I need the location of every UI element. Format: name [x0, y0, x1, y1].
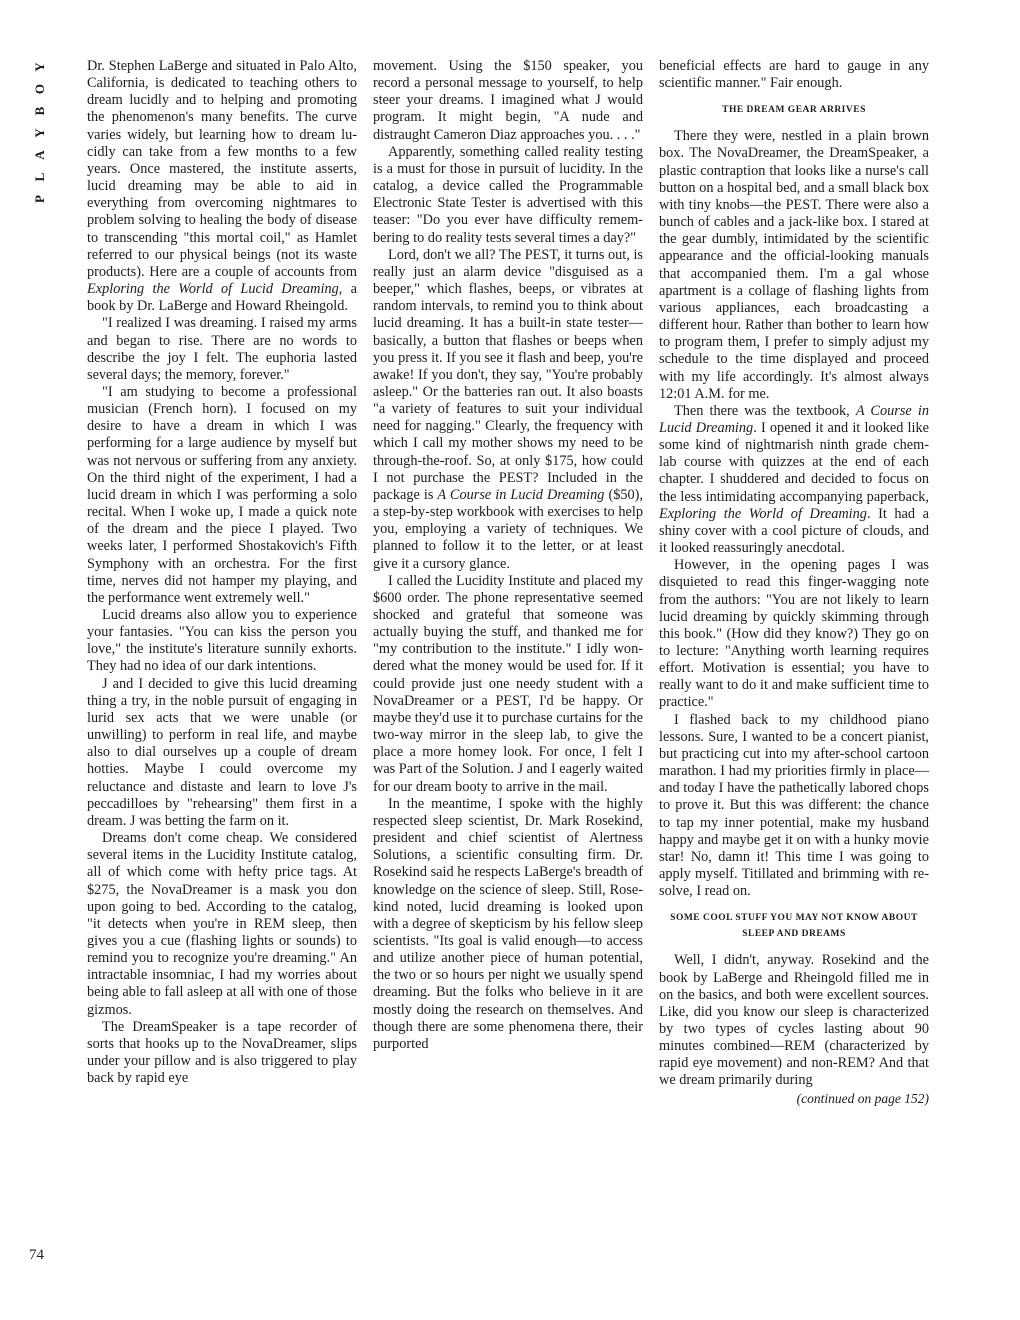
book-title: Exploring the World of Lucid Dreaming	[87, 281, 339, 298]
article-paragraph: Apparently, something called reality testing is a must for those in pursuit of lucidity. In the catalog, a device called the Programmable Electronic State Tester is advertised with this teaser: "Do you ever have difficulty remembering to do reality tests several times a day?"	[373, 143, 643, 246]
magazine-letter: Y	[32, 62, 47, 72]
article-paragraph	[659, 403, 929, 557]
magazine-letter: A	[32, 150, 47, 160]
article-paragraph	[373, 247, 643, 573]
paragraph-text: Then there was the textbook,	[674, 402, 856, 419]
continued-note: (continued on page 152)	[796, 1090, 929, 1106]
article-column-2	[373, 58, 643, 1283]
paragraph-text: , a book by Dr. LaBerge and Howard Rheingold.	[87, 281, 357, 315]
article-paragraph: The DreamSpeaker is a tape recorder of sorts that hooks up to the NovaDreamer, slips under your pillow and is also triggered to play back by rapid eye	[87, 1018, 357, 1087]
article-paragraph	[87, 58, 357, 315]
article-paragraph: Well, I didn't, anyway. Rosekind and the book by LaBerge and Rheingold filled me in on the basics, and both were excellent sources. Like, did you know our sleep is characterized by two types of cycles lasting about 90 minutes combined—REM (characterized by rapid eye movement) and non-REM? And that we dream primarily during	[659, 952, 929, 1089]
course-title: A Course in Lucid Dreaming	[437, 486, 605, 503]
paragraph-text: ($50), a step-by-step workbook with exercises to help you, employing a variety of techniques. We planned to follow it to the letter, or at least give it a cursory glance.	[373, 486, 643, 572]
page-number: 74	[29, 1247, 44, 1263]
book-title: Exploring the World of Dreaming	[659, 505, 867, 522]
section-subhead: THE DREAM GEAR ARRIVES	[722, 105, 866, 116]
paragraph-text: Lord, don't we all? The PEST, it turns out, is really just an alarm device "disguised as a beeper," which flashes, beeps, or vibrates at random intervals, to remind you to think about lucid dreaming. It has a built-in state tester—basically, a button that flashes or beeps when you press it. If you see it flash and beep, you're awake! If you don't, they say, "You're probably asleep." Or the batteries ran out. It also boasts "a variety of features to suit your individual need for nagging." Clearly, the frequency with which I call my mother shows my need to be through-the-roof. So, at only $175, how could I not purchase the PEST? Included in the package is	[373, 246, 643, 503]
article-paragraph: There they were, nestled in a plain brown box. The NovaDreamer, the DreamSpeaker, a plastic contraption that looks like a nurse's call button on a hospital bed, and a small black box with tiny knobs—the PEST. There were also a bunch of cables and a jack-like box. I stared at the gear dumbly, intimidated by the scientific appearance and the official-looking manuals that accompanied them. I'm a gal whose apartment is a collage of flashing lights from various appliances, each broadcasting a different hour. Rather than bother to learn how to program them, I prefer to simply adjust my schedule to the time displayed and proceed with my life accordingly. It's almost always 12:01 A.M. for me.	[659, 128, 929, 402]
article-paragraph: Dreams don't come cheap. We considered several items in the Lucidity Institute catalog, all of which come with hefty price tags. At $275, the NovaDreamer is a mask you don upon going to bed. According to the catalog, "it detects when you're in REM sleep, then gives you a cue (flashing lights or sounds) to remind you to recognize you're dreaming." An intractable insomniac, I had my worries about being able to fall asleep at all with one of those gizmos.	[87, 830, 357, 1018]
article-paragraph: beneficial effects are hard to gauge in any scientific manner." Fair enough.	[659, 58, 929, 92]
section-subhead: SOME COOL STUFF YOU MAY NOT KNOW ABOUT SLEEP AND DREAMS	[670, 913, 918, 940]
magazine-letter: O	[32, 83, 47, 95]
paragraph-text: Dr. Stephen LaBerge and situated in Palo Alto, California, is dedicated to teaching others to dream lucidly and to helping and promoting the phenomenon's many benefits. The curve varies widely, but learning how to dream lucidly can take from a few months to a few years. Once mastered, the institute asserts, lucid dreaming may be able to aid in everything from overcoming nightmares to problem solving to healing the body of disease to transcending "this mortal coil," as Hamlet referred to our physical beings (not its waste products). Here are a couple of accounts from	[87, 58, 357, 280]
magazine-letter: P	[32, 195, 47, 203]
article-paragraph: "I am studying to become a professional musician (French horn). I focused on my desire to have a dream in which I was performing for a large audience by myself but was not nervous or suffering from any anxiety. On the third night of the experiment, I had a lucid dream in which I was performing a solo recital. When I woke up, I made a quick note of the dream and the piece I played. Two weeks later, I performed Shostakovich's Fifth Symphony with an orchestra. For the first time, nerves did not hamper my playing, and the performance went extremely well."	[87, 383, 357, 606]
article-paragraph: J and I decided to give this lucid dreaming thing a try, in the noble pursuit of engaging in lurid sex acts that we were unable (or unwilling) to perform in real life, and maybe also to dial ourselves up a couple of dream hotties. Maybe I could overcome my reluctance and distaste and learn to love J's peccadilloes by "rehearsing" them first in a dream. J was betting the farm on it.	[87, 675, 357, 829]
article-paragraph: Lucid dreams also allow you to experience your fantasies. "You can kiss the person you love," the institute's literature sunnily exhorts. They had no idea of our dark intentions.	[87, 607, 357, 675]
magazine-letter: L	[32, 172, 47, 182]
article-paragraph: "I realized I was dreaming. I raised my arms and began to rise. There are no words to describe the joy I felt. The euphoria lasted several days; the memory, forever."	[87, 315, 357, 383]
course-title: A Course in Lucid Dreaming	[659, 402, 929, 436]
paragraph-text: . It had a shiny cover with a cool picture of clouds, and it looked reassuringly anecdotal.	[659, 505, 929, 557]
magazine-letter: B	[32, 106, 47, 116]
article-paragraph: movement. Using the $150 speaker, you record a personal message to yourself, to help steer your dreams. I imagined what J would program. It might begin, "A nude and distraught Cameron Diaz approaches you. . . ."	[373, 58, 643, 143]
article-paragraph: I flashed back to my childhood piano lessons. Sure, I wanted to be a concert pianist, but practicing cut into my after-school cartoon marathon. I had my priorities firmly in place—and today I have the pathetically labored chops to prove it. But this was different: the chance to tap my inner potential, make my husband happy and maybe get it on with a hunky movie star! No, damn it! This time I was going to apply myself. Titillated and brimming with resolve, I read on.	[659, 711, 929, 900]
article-paragraph: I called the Lucidity Institute and placed my $600 order. The phone representative seemed shocked and grateful that someone was actually buying the stuff, and thanked me for "my contribution to the institute." I idly wondered what the money would be used for. If it could provide just one needy student with a NovaDreamer or a PEST, I'd be happy. Or maybe they'd use it to purchase curtains for the two-way mirror in the sleep lab, to give the place a more homey look. For once, I felt I was Part of the Solution. J and I eagerly waited for our dream booty to arrive in the mail.	[373, 572, 643, 795]
article-column-3	[659, 58, 929, 1283]
article-column-1	[87, 58, 357, 1283]
article-paragraph: However, in the opening pages I was disquieted to read this finger-wagging note from the authors: "You are not likely to learn lucid dreaming by quickly skimming through this book." (How did they know?) They go on to lecture: "Anything worth learning requires effort. Motivation is essential; you have to really want to do it and make sufficient time to practice."	[659, 557, 929, 711]
paragraph-text: . I opened it and it looked like some kind of nightmarish ninth grade chem-lab course with quizzes at the end of each chapter. I shuddered and decided to focus on the less intimidating accompanying paperback,	[659, 419, 929, 505]
magazine-name-vertical	[29, 56, 51, 210]
magazine-letter: Y	[32, 128, 47, 138]
article-paragraph: In the meantime, I spoke with the highly respected sleep scientist, Dr. Mark Rosekind, president and chief scientist of Alertness Solutions, a scientific consulting firm. Dr. Rosekind said he respects LaBerge's breadth of knowledge on the science of sleep. Still, Rosekind noted, lucid dreaming is looked upon with a degree of skepticism by his fellow sleep scientists. "Its goal is valid enough—to access and utilize another piece of human potential, the two or so hours per night we usually spend dreaming. But the folks who believe in it are mostly doing the research on themselves. And though there are some phenomena there, their purported	[373, 795, 643, 1052]
